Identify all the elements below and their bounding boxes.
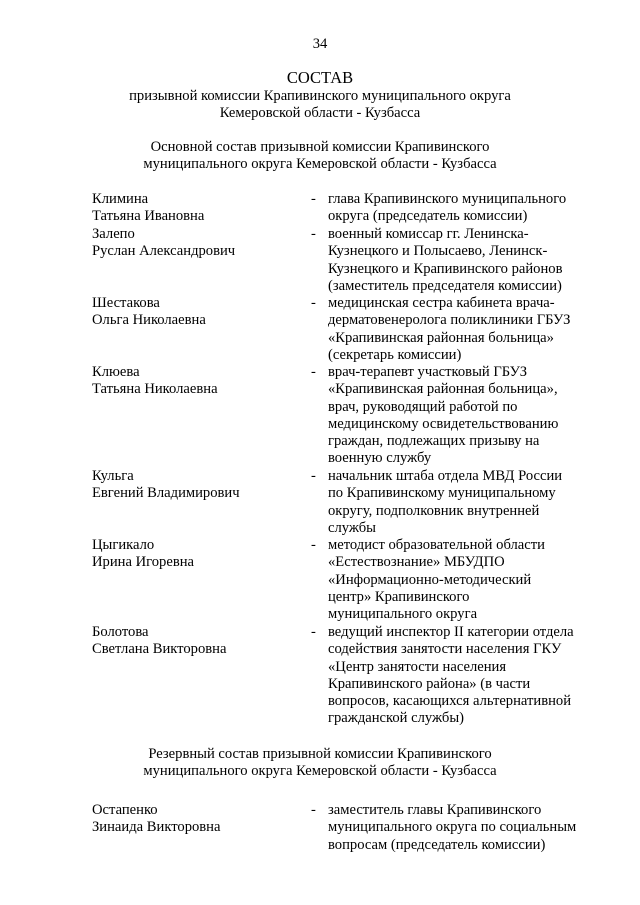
member-entry (92, 537, 602, 624)
role-line: Кузнецкого и Полысаево, Ленинск- (328, 243, 548, 260)
member-entry (92, 191, 602, 226)
title-subline: Кемеровской области - Кузбасса (219, 104, 421, 121)
member-surname: Клюева (92, 364, 140, 380)
separator-dash: - (311, 802, 316, 818)
member-entry (92, 295, 602, 364)
reserve-members-list (92, 802, 602, 854)
role-line: округа (председатель комиссии) (328, 208, 528, 225)
heading-line: Основной состав призывной комиссии Крапивинского (150, 139, 490, 155)
role-line: медицинскому освидетельствованию (328, 415, 559, 432)
member-name (92, 537, 302, 572)
member-name (92, 226, 302, 261)
member-given-name: Зинаида Викторовна (92, 819, 221, 836)
role-line: округу, подполковник внутренней (328, 502, 540, 519)
role-line: заместитель главы Крапивинского (328, 802, 542, 818)
member-given-name: Ольга Николаевна (92, 312, 206, 329)
member-given-name: Ирина Игоревна (92, 554, 194, 571)
role-line: дерматовенеролога поликлиники ГБУЗ (328, 312, 571, 329)
member-surname: Шестакова (92, 295, 160, 311)
member-entry (92, 364, 602, 468)
page-number: 34 (312, 36, 328, 52)
member-surname: Залепо (92, 226, 135, 242)
reserve-section-heading (0, 746, 640, 781)
role-line: «Информационно-методический (328, 571, 532, 588)
role-line: муниципального округа по социальным (328, 819, 577, 836)
role-line: военную службу (328, 450, 432, 467)
role-line: «Естествознание» МБУДПО (328, 554, 505, 571)
member-given-name: Татьяна Николаевна (92, 381, 218, 398)
role-line: содействия занятости населения ГКУ (328, 641, 562, 658)
member-name (92, 624, 302, 659)
role-line: службы (328, 519, 376, 536)
separator-dash: - (311, 468, 316, 484)
separator-dash: - (311, 364, 316, 380)
member-surname: Кульга (92, 468, 134, 484)
role-line: по Крапивинскому муниципальному (328, 485, 556, 502)
main-members-list (92, 191, 602, 728)
role-line: врач, руководящий работой по (328, 398, 518, 415)
role-line: вопросам (председатель комиссии) (328, 836, 546, 853)
role-line: центр» Крапивинского (328, 588, 470, 605)
separator-dash: - (311, 226, 316, 242)
member-role (328, 468, 596, 537)
role-line: граждан, подлежащих призыву на (328, 433, 540, 450)
title-main: СОСТАВ (286, 68, 354, 87)
member-entry (92, 802, 602, 854)
separator-dash: - (311, 537, 316, 553)
member-surname: Болотова (92, 624, 149, 640)
role-line: медицинская сестра кабинета врача- (328, 295, 555, 311)
role-line: глава Крапивинского муниципального (328, 191, 567, 207)
document-title (0, 69, 640, 122)
member-surname: Климина (92, 191, 149, 207)
role-line: Крапивинского района» (в части (328, 675, 531, 692)
member-entry (92, 226, 602, 295)
member-name (92, 364, 302, 399)
separator-dash: - (311, 295, 316, 311)
heading-line: муниципального округа Кемеровской области - Кузбасса (143, 763, 497, 780)
role-line: методист образовательной области (328, 537, 545, 553)
member-surname: Остапенко (92, 802, 158, 818)
member-role (328, 191, 596, 226)
heading-line: муниципального округа Кемеровской области - Кузбасса (143, 156, 497, 173)
member-surname: Цыгикало (92, 537, 155, 553)
heading-line: Резервный состав призывной комиссии Крапивинского (148, 746, 492, 762)
role-line: «Центр занятости населения (328, 658, 507, 675)
member-role (328, 537, 596, 623)
role-line: «Крапивинская районная больница», (328, 381, 558, 398)
member-role (328, 295, 596, 364)
member-role (328, 802, 596, 854)
member-name (92, 295, 302, 330)
member-name (92, 468, 302, 503)
role-line: Кузнецкого и Крапивинского районов (328, 260, 563, 277)
member-entry (92, 468, 602, 537)
role-line: начальник штаба отдела МВД России (328, 468, 563, 484)
member-given-name: Светлана Викторовна (92, 641, 227, 658)
role-line: вопросов, касающихся альтернативной (328, 693, 572, 710)
role-line: муниципального округа (328, 606, 478, 623)
member-given-name: Евгений Владимирович (92, 485, 240, 502)
separator-dash: - (311, 191, 316, 207)
role-line: (заместитель председателя комиссии) (328, 277, 562, 294)
member-role (328, 624, 596, 728)
member-name (92, 191, 302, 226)
title-subline: призывной комиссии Крапивинского муниципального округа (129, 87, 511, 104)
member-name (92, 802, 302, 837)
role-line: врач-терапевт участковый ГБУЗ (328, 364, 528, 380)
member-given-name: Татьяна Ивановна (92, 208, 205, 225)
role-line: гражданской службы) (328, 710, 464, 727)
member-role (328, 226, 596, 295)
role-line: военный комиссар гг. Ленинска- (328, 226, 529, 242)
main-section-heading (0, 139, 640, 174)
role-line: ведущий инспектор II категории отдела (328, 624, 574, 640)
member-role (328, 364, 596, 468)
member-given-name: Руслан Александрович (92, 243, 236, 260)
member-entry (92, 624, 602, 728)
role-line: (секретарь комиссии) (328, 346, 462, 363)
separator-dash: - (311, 624, 316, 640)
role-line: «Крапивинская районная больница» (328, 329, 554, 346)
